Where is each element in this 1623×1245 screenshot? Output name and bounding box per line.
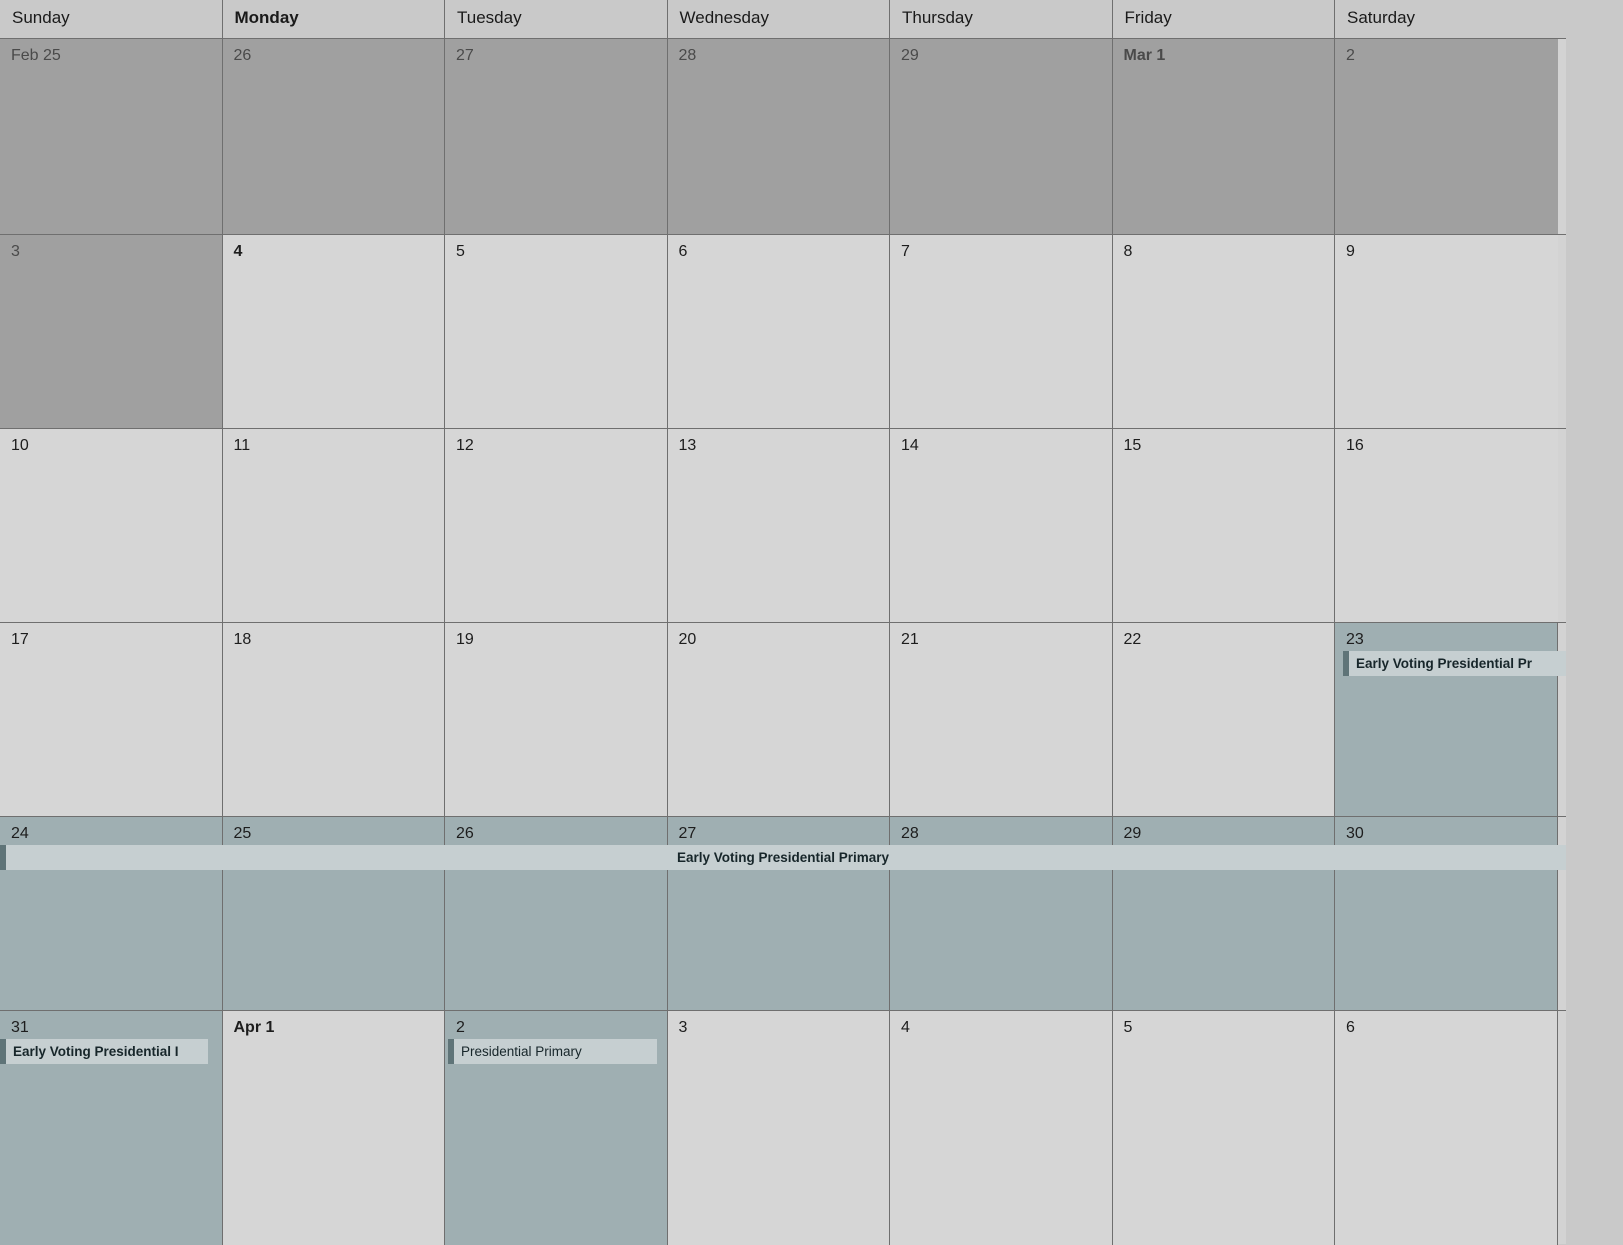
day-number: 16: [1346, 437, 1364, 454]
day-cell[interactable]: [445, 623, 668, 816]
event-title: Early Voting Presidential I: [13, 1044, 179, 1059]
event-title: Early Voting Presidential Pr: [1356, 656, 1533, 671]
day-cell[interactable]: [890, 623, 1113, 816]
event-early-voting-presidential-primary[interactable]: [0, 845, 1566, 870]
day-cell[interactable]: [1113, 1011, 1336, 1245]
day-number: 27: [456, 47, 474, 64]
calendar-week-row: [0, 429, 1566, 623]
calendar-week-row: [0, 39, 1566, 235]
day-number: 12: [456, 437, 474, 454]
weekday-header-saturday: Saturday: [1335, 0, 1558, 38]
calendar-week-row: [0, 235, 1566, 429]
day-number: Apr 1: [233, 1019, 275, 1036]
day-number: 24: [11, 825, 29, 842]
day-number: 20: [678, 631, 697, 648]
day-cell[interactable]: [1113, 429, 1336, 622]
weekday-header-wednesday: Wednesday: [668, 0, 891, 38]
day-cell[interactable]: [223, 429, 446, 622]
day-number: 5: [1123, 1019, 1133, 1036]
day-number: 15: [1123, 437, 1142, 454]
right-gutter: [1566, 0, 1623, 1244]
day-number: 3: [678, 1019, 688, 1036]
day-number: 2: [1346, 47, 1355, 64]
day-number: 28: [678, 47, 697, 64]
day-cell-today[interactable]: [223, 235, 446, 428]
weekday-header-friday: Friday: [1113, 0, 1336, 38]
event-presidential-primary[interactable]: [448, 1039, 657, 1064]
day-number: 5: [456, 243, 465, 260]
day-number: 8: [1123, 243, 1133, 260]
day-cell[interactable]: [0, 623, 223, 816]
day-cell[interactable]: [668, 623, 891, 816]
weekday-header-sunday: Sunday: [0, 0, 223, 38]
day-cell[interactable]: [1113, 235, 1336, 428]
day-cell[interactable]: [1335, 1011, 1558, 1245]
day-cell[interactable]: [223, 1011, 446, 1245]
day-number: 22: [1123, 631, 1142, 648]
calendar-week-row: [0, 817, 1566, 1011]
day-number: 7: [901, 243, 910, 260]
calendar-week-row: [0, 1011, 1566, 1245]
day-cell[interactable]: [223, 39, 446, 234]
day-cell[interactable]: [1335, 235, 1558, 428]
day-number: 27: [678, 825, 697, 842]
day-cell[interactable]: [445, 429, 668, 622]
day-number: 17: [11, 631, 29, 648]
day-number: 26: [233, 47, 252, 64]
day-cell[interactable]: [668, 39, 891, 234]
day-number: 18: [233, 631, 252, 648]
day-number: 23: [1346, 631, 1364, 648]
day-number: 31: [11, 1019, 29, 1036]
day-number: 6: [678, 243, 688, 260]
day-number: 14: [901, 437, 919, 454]
day-number: 2: [456, 1019, 465, 1036]
calendar-week-row: [0, 623, 1566, 817]
day-number: 4: [233, 243, 243, 260]
day-cell[interactable]: [668, 235, 891, 428]
day-number: 21: [901, 631, 919, 648]
day-cell[interactable]: [0, 39, 223, 234]
day-cell[interactable]: [445, 235, 668, 428]
day-cell[interactable]: [890, 429, 1113, 622]
weekday-header-tuesday: Tuesday: [445, 0, 668, 38]
day-cell[interactable]: [1335, 39, 1558, 234]
day-number: 10: [11, 437, 29, 454]
day-cell[interactable]: [1113, 623, 1336, 816]
day-cell[interactable]: [0, 235, 223, 428]
weekday-header-monday: Monday: [223, 0, 446, 38]
day-number: 25: [233, 825, 252, 842]
event-early-voting-presidential-primary[interactable]: [0, 1039, 208, 1064]
day-number: 13: [678, 437, 697, 454]
day-number: 9: [1346, 243, 1355, 260]
day-number: Mar 1: [1123, 47, 1166, 64]
weekday-header-row: [0, 0, 1566, 39]
day-cell[interactable]: [668, 1011, 891, 1245]
day-cell[interactable]: [668, 429, 891, 622]
day-cell[interactable]: [1335, 429, 1558, 622]
day-cell[interactable]: [1113, 39, 1336, 234]
day-number: 6: [1346, 1019, 1355, 1036]
day-cell[interactable]: [890, 235, 1113, 428]
day-cell[interactable]: [0, 429, 223, 622]
day-number: 29: [901, 47, 919, 64]
day-number: 26: [456, 825, 474, 842]
day-cell[interactable]: [445, 39, 668, 234]
day-cell[interactable]: [890, 39, 1113, 234]
day-number: 19: [456, 631, 474, 648]
day-number: 28: [901, 825, 919, 842]
day-cell[interactable]: [890, 1011, 1113, 1245]
day-number: 30: [1346, 825, 1364, 842]
weekday-header-thursday: Thursday: [890, 0, 1113, 38]
day-number: Feb 25: [11, 47, 61, 64]
event-early-voting-presidential-primary[interactable]: [1343, 651, 1566, 676]
day-number: 4: [901, 1019, 910, 1036]
day-number: 29: [1123, 825, 1142, 842]
event-title: Presidential Primary: [461, 1044, 582, 1059]
day-number: 3: [11, 243, 20, 260]
event-title: Early Voting Presidential Primary: [676, 850, 890, 865]
day-number: 11: [233, 437, 251, 454]
day-cell[interactable]: [223, 623, 446, 816]
